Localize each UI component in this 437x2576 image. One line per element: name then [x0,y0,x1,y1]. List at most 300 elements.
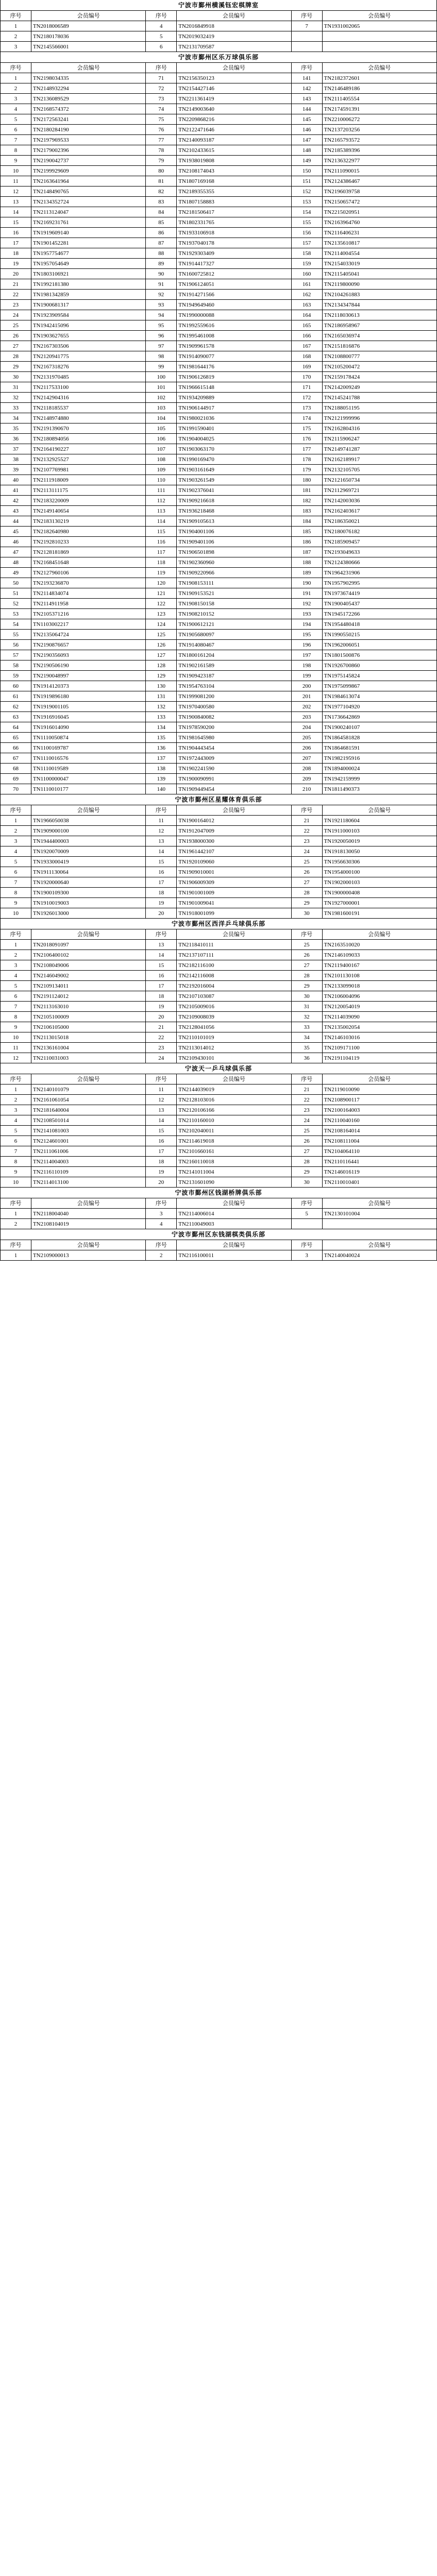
member-id: TN2185389396 [322,145,436,156]
member-id: TN1926013000 [31,908,145,919]
serial-number: 3 [291,1250,322,1261]
header-no: 序号 [1,1240,31,1250]
serial-number: 48 [1,557,31,568]
member-id: TN2118410111 [177,940,291,950]
serial-number: 28 [291,971,322,981]
table-row [1,42,437,52]
member-id: TN2196039758 [322,187,436,197]
member-id: TN1981645980 [177,733,291,743]
member-id: TN2186958967 [322,320,436,331]
member-id: TN2114004554 [322,248,436,259]
serial-number: 2 [146,1250,177,1261]
serial-number: 13 [146,940,177,950]
serial-number: 113 [146,506,177,516]
serial-number: 21 [291,816,322,826]
member-table [0,10,437,52]
member-id: TN1957902995 [322,578,436,588]
serial-number: 117 [146,547,177,557]
table-row [1,496,437,506]
member-id: TN2179002396 [31,145,145,156]
member-id: TN2110010401 [322,1177,436,1188]
serial-number: 97 [146,341,177,351]
table-row [1,650,437,660]
serial-number: 32 [291,1012,322,1022]
member-id: TN1938000300 [177,836,291,846]
serial-number: 159 [291,259,322,269]
serial-number: 25 [1,320,31,331]
serial-number: 30 [291,1177,322,1188]
member-id: TN1977104920 [322,702,436,712]
serial-number: 112 [146,496,177,506]
serial-number: 96 [146,331,177,341]
member-id: TN2185909457 [322,537,436,547]
serial-number: 13 [146,836,177,846]
serial-number: 52 [1,599,31,609]
member-id: TN2109171100 [322,1043,436,1053]
member-id: TN2210006272 [322,114,436,125]
member-id: TN1981342859 [31,290,145,300]
member-id: TN2113124047 [31,207,145,217]
serial-number: 178 [291,454,322,465]
member-id: TN2113015018 [31,1032,145,1043]
serial-number: 1 [1,1250,31,1261]
member-id: TN1957054649 [31,259,145,269]
serial-number: 164 [291,310,322,320]
member-id: TN1992181380 [31,279,145,290]
member-id: TN2190048997 [31,671,145,681]
header-code: 会员编号 [31,63,145,73]
header-no: 序号 [146,63,177,73]
serial-number: 169 [291,362,322,372]
header-no: 序号 [146,1240,177,1250]
serial-number: 9 [1,1022,31,1032]
serial-number: 2 [1,826,31,836]
member-id: TN1110019589 [31,764,145,774]
member-id: TN2124601001 [31,1136,145,1146]
member-id: TN2141011004 [177,1167,291,1177]
serial-number: 35 [291,1043,322,1053]
member-id: TN1904001106 [177,527,291,537]
club-title: 宁波市鄞州横溪钰宏棋牌室 [0,0,437,10]
serial-number: 66 [1,743,31,753]
serial-number: 18 [146,1157,177,1167]
member-id: TN2019032419 [177,31,291,42]
serial-number: 163 [291,300,322,310]
header-no: 序号 [146,1198,177,1209]
serial-number: 189 [291,568,322,578]
serial-number: 27 [291,1146,322,1157]
member-id: TN2124386467 [322,176,436,187]
header-code: 会员编号 [177,63,291,73]
serial-number: 30 [291,991,322,1002]
serial-number: 105 [146,423,177,434]
member-id: TN2120941775 [31,351,145,362]
member-id: TN2135064724 [31,630,145,640]
member-id: TN2145241788 [322,393,436,403]
member-id: TN2018091097 [31,940,145,950]
serial-number: 125 [146,630,177,640]
club-section [0,919,437,1063]
serial-number: 138 [146,764,177,774]
member-id: TN2116110109 [31,1167,145,1177]
table-header-row [1,11,437,21]
member-id: TN2136161004 [31,1043,145,1053]
club-title: 宁波市鄞州区乐万球俱乐部 [0,52,437,62]
member-id: TN1973674419 [322,588,436,599]
club-section [0,1229,437,1261]
serial-number: 92 [146,290,177,300]
member-id: TN1909449454 [177,784,291,794]
serial-number: 30 [291,908,322,919]
table-row [1,991,437,1002]
serial-number: 20 [1,269,31,279]
table-row [1,826,437,836]
serial-number: 6 [1,125,31,135]
member-id: TN2109000013 [31,1250,145,1261]
member-id: TN2114004003 [31,1157,145,1167]
table-header-row [1,805,437,816]
table-row [1,485,437,496]
serial-number: 38 [1,454,31,465]
serial-number: 186 [291,537,322,547]
member-id: TN2193236870 [31,578,145,588]
serial-number: 139 [146,774,177,784]
member-id: TN1934209889 [177,393,291,403]
table-row [1,681,437,691]
member-id: TN2110049003 [177,1219,291,1229]
serial-number: 20 [146,908,177,919]
serial-number: 28 [1,351,31,362]
serial-number: 34 [291,1032,322,1043]
member-id: TN2136089529 [31,94,145,104]
serial-number: 1 [1,940,31,950]
table-row [1,537,437,547]
member-id: TN1903161649 [177,465,291,475]
serial-number: 61 [1,691,31,702]
serial-number: 205 [291,733,322,743]
serial-number: 15 [146,857,177,867]
member-id: TN2182372601 [322,73,436,83]
member-id: TN2148490765 [31,187,145,197]
serial-number: 90 [146,269,177,279]
serial-number: 124 [146,619,177,630]
serial-number: 100 [146,372,177,382]
member-id: TN1901452281 [31,238,145,248]
member-id: TN1901009041 [177,898,291,908]
member-id: TN2110040160 [322,1115,436,1126]
member-id: TN2149140654 [31,506,145,516]
table-row [1,279,437,290]
serial-number: 201 [291,691,322,702]
table-row [1,114,437,125]
serial-number: 142 [291,83,322,94]
serial-number: 185 [291,527,322,537]
member-id: TN2156350123 [177,73,291,83]
member-id: TN1912047009 [177,826,291,836]
serial-number: 108 [146,454,177,465]
member-id: TN2180894056 [31,434,145,444]
serial-number: 22 [1,290,31,300]
serial-number: 17 [146,981,177,991]
member-id: TN2134347844 [322,300,436,310]
serial-number: 145 [291,114,322,125]
member-id [322,31,436,42]
table-row [1,1146,437,1157]
serial-number: 31 [1,382,31,393]
member-id: TN1811490373 [322,784,436,794]
member-id: TN2192810233 [31,537,145,547]
member-id: TN2114013100 [31,1177,145,1188]
serial-number: 91 [146,279,177,290]
member-id: TN1807169168 [177,176,291,187]
table-row [1,908,437,919]
table-row [1,372,437,382]
member-id: TN1902161589 [177,660,291,671]
member-id: TN1916014090 [31,722,145,733]
serial-number: 11 [1,1043,31,1053]
table-row [1,217,437,228]
header-no: 序号 [1,63,31,73]
member-id: TN2137203256 [322,125,436,135]
table-row [1,1002,437,1012]
header-code: 会员编号 [322,1074,436,1084]
member-id: TN1926700860 [322,660,436,671]
table-row [1,1095,437,1105]
member-id: TN2135002054 [322,1022,436,1032]
serial-number: 107 [146,444,177,454]
serial-number: 10 [1,1177,31,1188]
table-row [1,609,437,619]
member-id: TN1903261549 [177,475,291,485]
header-code: 会员编号 [322,929,436,940]
serial-number: 5 [146,31,177,42]
member-id: TN2121999996 [322,413,436,423]
member-id: TN2105200472 [322,362,436,372]
table-row [1,290,437,300]
header-no: 序号 [146,929,177,940]
member-id: TN1931002065 [322,21,436,31]
member-id: TN2190356093 [31,650,145,660]
member-id: TN2108174043 [177,166,291,176]
member-id: TN1909216618 [177,496,291,506]
serial-number: 47 [1,547,31,557]
table-row [1,671,437,681]
table-row [1,465,437,475]
serial-number: 2 [1,950,31,960]
member-id: TN2190042737 [31,156,145,166]
table-row [1,981,437,991]
serial-number: 62 [1,702,31,712]
member-id: TN1982195916 [322,753,436,764]
member-id: TN1908210152 [177,609,291,619]
member-id: TN1110010177 [31,784,145,794]
member-id: TN1956630306 [322,857,436,867]
member-table [0,1074,437,1188]
member-id: TN2193049633 [322,547,436,557]
serial-number: 135 [146,733,177,743]
serial-number: 59 [1,671,31,681]
member-id: TN1894000024 [322,764,436,774]
member-id: TN2104064110 [322,1146,436,1157]
member-id: TN2122471646 [177,125,291,135]
serial-number: 6 [146,42,177,52]
serial-number: 75 [146,114,177,125]
member-id: TN1945172266 [322,609,436,619]
table-row [1,166,437,176]
member-id: TN2163964760 [322,217,436,228]
member-id: TN2150657472 [322,197,436,207]
table-row [1,753,437,764]
serial-number: 32 [1,393,31,403]
member-id: TN1600725812 [177,269,291,279]
club-title: 宁波市鄞州区星耀体育俱乐部 [0,794,437,805]
member-id: TN2107769981 [31,465,145,475]
serial-number: 16 [1,228,31,238]
member-table [0,62,437,794]
table-row [1,83,437,94]
member-id: TN1954763104 [177,681,291,691]
serial-number: 16 [146,1136,177,1146]
member-id: TN1929303409 [177,248,291,259]
table-row [1,475,437,485]
member-id: TN1909423187 [177,671,291,681]
serial-number: 130 [146,681,177,691]
serial-number: 19 [146,1002,177,1012]
table-row [1,846,437,857]
serial-number: 183 [291,506,322,516]
member-id: TN1906126819 [177,372,291,382]
club-section [0,52,437,794]
header-code: 会员编号 [322,1240,436,1250]
member-id: TN2115906247 [322,434,436,444]
serial-number: 4 [1,971,31,981]
serial-number: 6 [1,1136,31,1146]
serial-number [291,1219,322,1229]
member-id: TN2190876657 [31,640,145,650]
member-id: TN2162403617 [322,506,436,516]
member-id: TN1972443009 [177,753,291,764]
serial-number: 95 [146,320,177,331]
member-id: TN2182640980 [31,527,145,537]
member-id: TN1909401106 [177,537,291,547]
member-id: TN2106004096 [322,991,436,1002]
member-id: TN1800161204 [177,650,291,660]
table-row [1,557,437,568]
table-header-row [1,1240,437,1250]
header-no: 序号 [291,1240,322,1250]
member-id: TN2140101079 [31,1084,145,1095]
member-id: TN1949649460 [177,300,291,310]
table-row [1,691,437,702]
serial-number: 12 [1,187,31,197]
member-id: TN1908153111 [177,578,291,588]
serial-number: 110 [146,475,177,485]
serial-number: 11 [1,176,31,187]
serial-number: 88 [146,248,177,259]
serial-number: 21 [291,1084,322,1095]
serial-number: 134 [146,722,177,733]
serial-number: 182 [291,496,322,506]
serial-number: 193 [291,609,322,619]
header-no: 序号 [291,1198,322,1209]
serial-number: 119 [146,568,177,578]
member-id: TN2191104119 [322,1053,436,1063]
member-id: TN1970400580 [177,702,291,712]
serial-number: 158 [291,248,322,259]
member-id: TN2182116100 [177,960,291,971]
member-id: TN1984613074 [322,691,436,702]
member-id: TN2146109033 [322,950,436,960]
serial-number: 111 [146,485,177,496]
serial-number: 2 [1,1095,31,1105]
member-id: TN2105371216 [31,609,145,619]
serial-number: 98 [146,351,177,362]
serial-number: 26 [291,950,322,960]
serial-number: 151 [291,176,322,187]
header-code: 会员编号 [322,1198,436,1209]
serial-number: 4 [1,1115,31,1126]
serial-number: 29 [291,898,322,908]
member-id: TN1981644176 [177,362,291,372]
serial-number: 29 [291,981,322,991]
serial-number: 137 [146,753,177,764]
table-row [1,310,437,320]
member-id: TN2118185537 [31,403,145,413]
serial-number: 1 [1,1209,31,1219]
serial-number: 83 [146,197,177,207]
serial-number: 21 [146,1022,177,1032]
member-id: TN2167303506 [31,341,145,351]
serial-number: 23 [291,1105,322,1115]
serial-number: 143 [291,94,322,104]
header-no: 序号 [1,11,31,21]
table-row [1,568,437,578]
member-id: TN2108164014 [322,1126,436,1136]
member-id: TN2114006014 [177,1209,291,1219]
serial-number: 3 [146,1209,177,1219]
serial-number: 77 [146,135,177,145]
table-row [1,1167,437,1177]
member-id: TN2108049006 [31,960,145,971]
serial-number: 188 [291,557,322,568]
serial-number: 128 [146,660,177,671]
member-roster-document [0,0,437,1261]
member-id: TN2121650734 [322,475,436,485]
serial-number: 57 [1,650,31,660]
member-id: TN1900090991 [177,774,291,784]
table-row [1,1022,437,1032]
serial-number: 73 [146,94,177,104]
table-row [1,382,437,393]
serial-number: 209 [291,774,322,784]
serial-number: 53 [1,609,31,619]
member-id: TN2115405041 [322,269,436,279]
club-title: 宁波市鄞州区东钱湖棋类俱乐部 [0,1229,437,1240]
member-table [0,805,437,919]
serial-number: 181 [291,485,322,496]
member-id: TN1902376041 [177,485,291,496]
member-id: TN1919896180 [31,691,145,702]
serial-number: 25 [291,857,322,867]
table-row [1,269,437,279]
serial-number: 18 [146,888,177,898]
table-row [1,1084,437,1095]
header-code: 会员编号 [31,1240,145,1250]
serial-number: 174 [291,413,322,423]
member-id: TN1911000103 [322,826,436,836]
member-id: TN1927000001 [322,898,436,908]
serial-number: 65 [1,733,31,743]
